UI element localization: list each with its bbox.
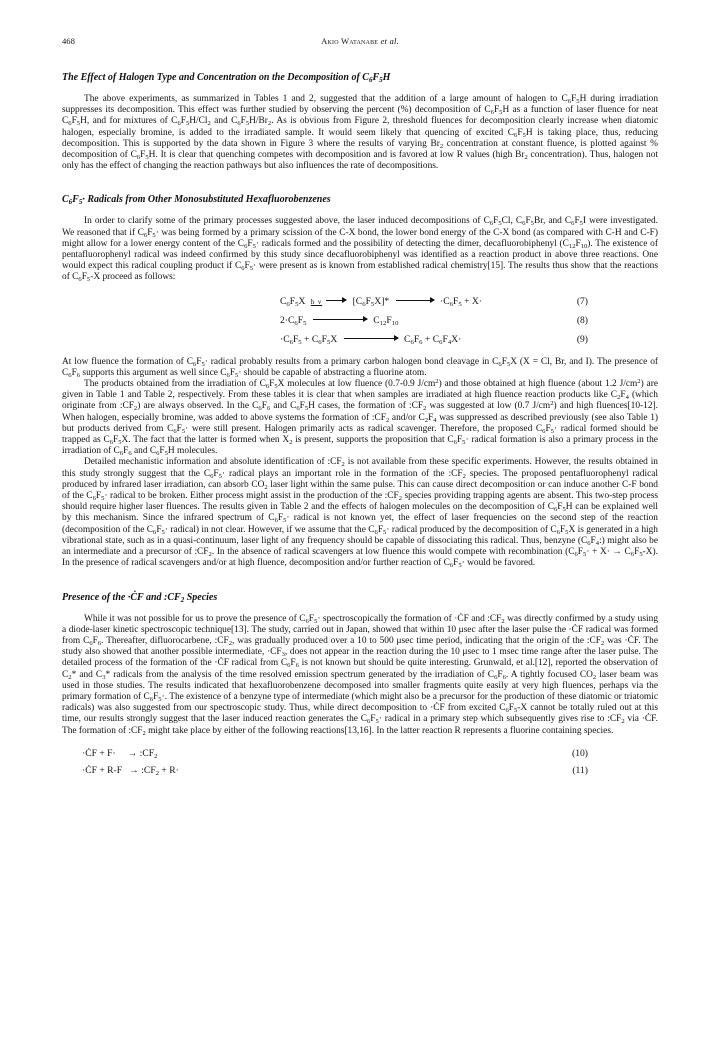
equation-number: (10) xyxy=(572,747,588,759)
equation xyxy=(62,745,658,762)
paragraph: While it was not possible for us to prove the presence of $C_6F_5\cdot$ spectroscopically the formation of ·ĊF and $:CF_2$ was directly confirmed by a study using a diode-laser kinetic spectroscopic technique[13]. The study, carried out in Japan, showed that within 10 μsec after the laser pulse the ·ĊF radical was formed from $C_6F_6$. Thereafter, difluorocarbene, $:CF_2$, was gradually produced over a 10 to 500 μsec time period, indicating that the origin of the $:CF_2$ was ·ĊF. The study also showed that another possible intermediate, $\cdot CF_3$, does not appear in the reaction during the 10 μsec to 1 msec time range after the laser pulse. The detailed process of the formation of the ·ĊF radical from $C_6F_6$ is not known but should be quite interesting. Grunwald, et al.[12], reported the observation of $C_2*$ and $C_3*$ radicals from the analysis of the time resolved emission spectrum generated by the irradiation of $C_6F_6$. A tightly focused $CO_2$ laser beam was used in those studies. The results indicated that hexafluorobenzene decomposed into smaller fragments quite easily at very high fluences, perhaps via the primary formation of $C_6F_5\cdot$. The existence of a benzyne type of intermediate (which might also be a precursor for the production of these diatomic or triatomic radicals) was also suggested from our spectroscopic study. Thus, while direct decomposition to ·ĊF from excited $C_6F_5-X$ cannot be totally ruled out at this time, our results strongly suggest that the laser induced reaction generates the $C_6F_5\cdot$ radical in a primary step which subsequently gives rise to $:CF_2$ via ·ĊF. The formation of $:CF_2$ might take place by either of the following reactions[13,16]. In the latter reaction R represents a fluorine containing species. xyxy=(62,613,659,737)
paragraph: Detailed mechanistic information and absolute identification of $:CF_2$ is not available from these specific experiments. However, the results obtained in this study strongly suggest that the $C_6F_5\cdot$ radical plays an important role in the formation of the $:CF_2$ species. The proposed pentafluorophenyl radical produced by infrared laser irradiation, can absorb $CO_2$ laser light within the same pulse. This can cause direct decomposition or can induce another C-F bond of the $C_6F_5\cdot$ radical to be broken. Either process might assist in the production of the $:CF_2$ species providing trapping agents are absent. This two-step process should require higher laser fluences. The results given in Table 2 and the effects of halogen molecules on the decomposition of $C_6F_5H$ can be explained well by this mechanism. Since the infrared spectrum of $C_6F_5\cdot$ radical is not known yet, the effect of laser frequencies on the second step of the reaction (decomposition of the $C_6F_5\cdot$ radical) in not clear. However, if we assume that the $C_6F_5\cdot$ radical produced by the decomposition of $C_6F_5X$ is generated in a high vibrational state, such as in a quasi-continuum, laser light of any frequency should be capable of dissociating this radical. Thus, benzyne $(C_6F_4:)$ might also be an intermediate and a precursor of $:CF_2$. In the absence of radical scavengers at low fluence this would compete with recombination $(C_6F_5\cdot + X\cdot \to C_6F_5-X)$. In the presence of radical scavengers and/or at high fluence, decomposition and/or further reaction of $C_6F_5\cdot$ would be favored. xyxy=(62,457,659,570)
section-heading-halogen-effect: The Effect of Halogen Type and Concentration on the Decomposition of $C_6F_5H$ xyxy=(62,72,391,84)
equation xyxy=(62,311,658,330)
paragraph: In order to clarify some of the primary processes suggested above, the laser induced decompositions of $C_6F_5Cl$, $C_6F_5Br$, and $C_6F_5I$ were investigated. We reasoned that if $C_6F_5\cdot$ was being formed by a primary scission of the C-X bond, the lower bond energy of the C-X bond (as compared with C-H and C-F) might allow for a lower energy content of the $C_6F_5\cdot$ radicals formed and the possibility of detecting the dimer, decafluorobiphenyl $(C_{12}F_{10})$. The existence of pentafluorophenyl radical was indeed confirmed by this study since decafluorobiphenyl was identified as a reaction product in above three reactions. One would expect this radical coupling product if $C_6F_5\cdot$ were present as is known from established radical chemistry[15]. The results thus show that the reactions of $C_6F_5-X$ proceed as follows: xyxy=(62,216,658,284)
page-number: 468 xyxy=(62,36,75,46)
equation xyxy=(62,292,658,311)
paragraph: The above experiments, as summarized in Tables 1 and 2, suggested that the addition of a large amount of halogen to $C_6F_5H$ during irradiation suppresses its decomposition. This effect was further studied by observing the percent (%) decomposition of $C_6F_5H$ as a function of laser fluence for neat $C_6F_5H$, and for mixtures of $C_6F_5H/Cl_2$ and $C_6F_5H/Br_2$. As is obvious from Figure 2, threshold fluences for decomposition clearly increase when diatomic halogen, especially bromine, is added to the irradiated sample. It would seem likely that quencing of excited $C_6F_5H$ is taking place, thus, reducing decomposition. This is supported by the data shown in Figure 3 where the results of varying $Br_2$ concentration at constant fluence, is plotted against % decomposition of $C_6F_5H$. It is clear that quenching competes with decomposition and is favored at low R values (high $Br_2$ concentration). Thus, halogen not only has the effect of changing the reaction pathways but also influences the rate of decompositions. xyxy=(62,94,659,172)
equation-block xyxy=(62,292,658,349)
section-heading-cf-species: Presence of the ·ĊF and $:CF_2$ Species xyxy=(62,591,218,604)
running-head xyxy=(62,36,658,50)
paragraph: At low fluence the formation of $C_6F_5\cdot$ radical probably results from a primary carbon halogen bond cleavage in $C_6F_5X$ (X = Cl, Br, and I). The presence of $C_6F_6$ supports this argument as well since $C_6F_5\cdot$ should be capable of abstracting a fluorine atom. xyxy=(62,356,658,379)
equation-expression: ·ĊF + $R-F \to :CF_2 + R\cdot$ xyxy=(82,764,179,777)
equation-expression: $\cdot C_6F_5 + C_6F_5X$ $C_6F_6 + C_6F_4X\cdot$ xyxy=(280,333,462,346)
paragraph: The products obtained from the irradiation of $C_6F_5X$ molecules at low fluence (0.7-0.9 $J/cm^2$) and those obtained at high fluence (about 1.2 $J/cm^2$) are given in Table 1 and Table 2, respectively. From these tables it is clear that when samples are irradiated at high fluence reaction products like $C_2F_4$ (which originate from $:CF_2$) are always observed. In the $C_6F_6$ and $C_6F_5H$ cases, the formation of $:CF_2$ was suggested at low (0.7 $J/cm^2$) and high fluences[10-12]. When halogen, especially bromine, was added to above systems the formation of $:CF_2$ and/or $C_2F_4$ was suppressed as described previously (see also Table 1) but products derived from $C_6F_5\cdot$ were still present. Halogen primarily acts as radical scavenger. Therefore, the proposed $C_6F_5\cdot$ radical formed should be trapped as $C_6F_5X$. The fact that the latter is formed when $X_2$ is present, supports the proposition that $C_6F_5\cdot$ radical formation is also a primary process in the irradiation of $C_6F_6$ and $C_6F_5H$ molecules. xyxy=(62,378,659,458)
equation-number: (7) xyxy=(576,295,588,307)
equation xyxy=(62,330,658,349)
running-author: Akio Watanabe et al. xyxy=(321,36,399,46)
equation-expression: $2\cdot C_6F_5$ $C_{12}F_{10}$ xyxy=(280,314,399,327)
equation xyxy=(62,762,658,779)
equation-number: (8) xyxy=(576,314,588,326)
equation-block xyxy=(62,745,658,779)
equation-number: (11) xyxy=(572,764,588,776)
equation-expression: $C_6F_5X$ h ν $[C_6F_5X]* \cdot C_6F_5 + X\cdot$ xyxy=(280,295,483,308)
equation-expression: ·ĊF + F· → $:CF_2$ xyxy=(82,747,158,760)
section-heading-radicals: $C_6F_5\cdot$ Radicals from Other Monosubstituted Hexafluorobenzenes xyxy=(62,194,331,207)
equation-number: (9) xyxy=(576,333,588,345)
